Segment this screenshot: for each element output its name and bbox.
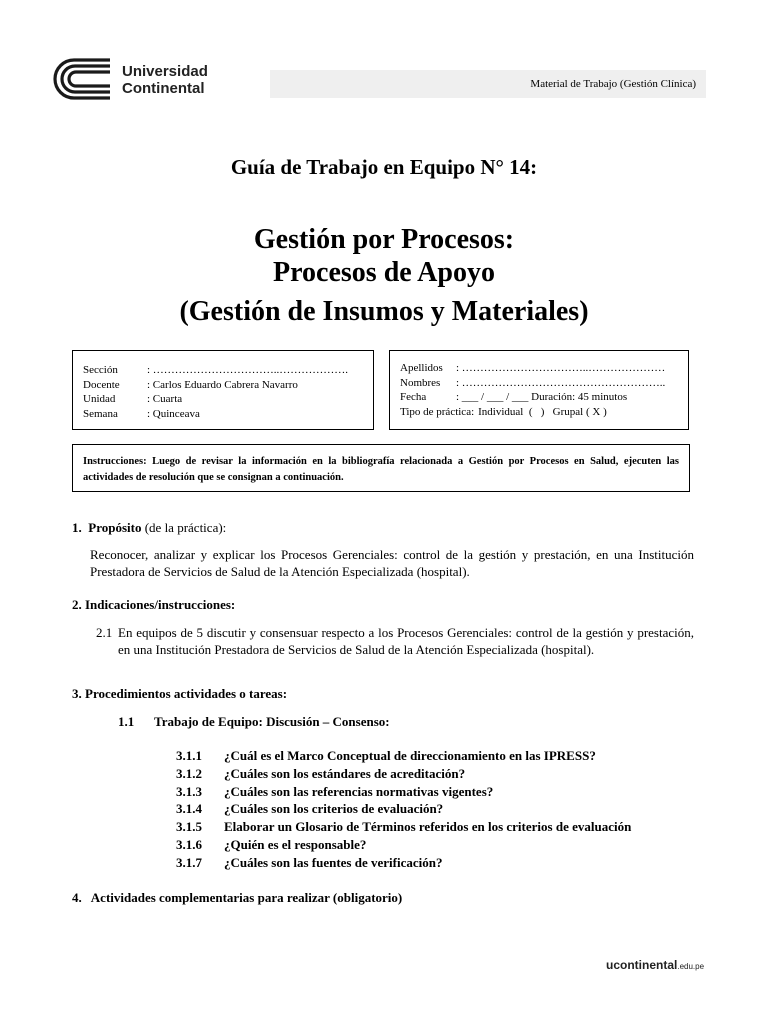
- info-key: Tipo de práctica:: [400, 405, 475, 418]
- info-row: [83, 407, 363, 422]
- info-row: [400, 376, 678, 391]
- section1-title: Propósito: [88, 520, 142, 535]
- info-key: Nombres: [400, 376, 441, 389]
- info-key: Apellidos: [400, 362, 443, 374]
- subtitle-line: (Gestión de Insumos y Materiales): [179, 296, 589, 327]
- info-row: [400, 361, 678, 376]
- question-item: [176, 837, 366, 853]
- course-info-box: [72, 350, 374, 430]
- subheading-number: 1.1: [118, 714, 135, 729]
- subtitle-line: Gestión por Procesos:: [253, 224, 515, 255]
- question-text: ¿Cuáles son los criterios de evaluación?: [224, 801, 444, 816]
- section3-heading: 3. Procedimientos actividades o tareas:: [72, 686, 288, 701]
- student-info-box: [389, 350, 689, 430]
- info-key: Fecha: [400, 391, 427, 403]
- question-number: 3.1.5: [176, 819, 202, 834]
- question-text: ¿Cuál es el Marco Conceptual de direccionamiento en las IPRESS?: [224, 748, 596, 763]
- section1-heading: [72, 520, 226, 536]
- question-item: [176, 801, 443, 817]
- guide-subtitle: [0, 223, 768, 328]
- footer-suffix: .edu.pe: [677, 962, 705, 971]
- instructions-text: : Luego de revisar la información en la bibliografía relacionada a Gestión por Procesos en Salud, ejecuten las actividades de resolución que se consignan a continuación.: [83, 456, 679, 483]
- subheading-text: Trabajo de Equipo: Discusión – Consenso:: [154, 714, 390, 729]
- question-text: Elaborar un Glosario de Términos referidos en los criterios de evaluación: [224, 819, 632, 834]
- section1-text: Reconocer, analizar y explicar los Procesos Gerenciales: control de la gestión y prestación, en una Institución Prestadora de Servicios de Salud de la Atención Especializada (hospital).: [90, 547, 694, 579]
- info-value: : Carlos Eduardo Cabrera Navarro: [147, 378, 298, 391]
- university-logo: [50, 56, 230, 102]
- material-label: Material de Trabajo (Gestión Clínica): [530, 78, 696, 90]
- info-value: : Cuarta: [147, 393, 183, 405]
- subtitle-line: Procesos de Apoyo: [273, 257, 495, 288]
- section2-item: [96, 624, 694, 658]
- info-value: : ……………………………..……………….: [147, 364, 349, 376]
- question-item: [176, 784, 493, 800]
- info-value: : ………………………………………………..: [456, 376, 666, 389]
- question-text: ¿Cuáles son las fuentes de verificación?: [224, 855, 443, 870]
- question-text: ¿Cuáles son los estándares de acreditación?: [224, 766, 466, 781]
- info-value: Individual ( ) Grupal ( X ): [478, 405, 607, 418]
- question-item: [176, 819, 631, 835]
- question-text: ¿Quién es el responsable?: [224, 837, 367, 852]
- instructions-box: [72, 444, 690, 492]
- info-row: [400, 405, 678, 420]
- question-item: [176, 766, 465, 782]
- header-banner: [270, 70, 706, 98]
- logo-text-line1: Universidad: [122, 63, 208, 80]
- info-key: Semana: [83, 407, 118, 420]
- guide-title: Guía de Trabajo en Equipo N° 14:: [230, 155, 538, 179]
- question-text: ¿Cuáles son las referencias normativas vigentes?: [224, 784, 494, 799]
- section3-subheading: [118, 714, 390, 730]
- section2-heading: 2. Indicaciones/instrucciones:: [72, 597, 236, 612]
- question-number: 3.1.2: [176, 766, 202, 781]
- logo-text-line2: Continental: [122, 80, 205, 97]
- info-row: [83, 378, 363, 393]
- question-number: 3.1.3: [176, 784, 202, 799]
- question-item: [176, 748, 596, 764]
- info-row: [400, 390, 678, 405]
- info-key: Sección: [83, 364, 118, 376]
- info-value: : ……………………………..…………………: [456, 362, 666, 374]
- question-number: 3.1.7: [176, 855, 202, 870]
- instructions-label: Instrucciones: [83, 456, 144, 467]
- info-row: [83, 392, 363, 407]
- footer-main: ucontinental: [606, 958, 678, 972]
- info-key: Docente: [83, 378, 120, 391]
- section2-item-text: En equipos de 5 discutir y consensuar respecto a los Procesos Gerenciales: control de la gestión y prestación, en una Institución Prestadora de Servicios de Salud de la Atención Especializada (hospital).: [118, 625, 694, 657]
- question-number: 3.1.1: [176, 748, 202, 763]
- section4-heading: 4. Actividades complementarias para realizar (obligatorio): [72, 890, 403, 905]
- section1-number: 1.: [72, 520, 82, 535]
- question-number: 3.1.6: [176, 837, 202, 852]
- question-item: [176, 855, 442, 871]
- question-number: 3.1.4: [176, 801, 202, 816]
- footer-website: [606, 958, 704, 972]
- info-key: Unidad: [83, 393, 116, 405]
- continental-logo-icon: [50, 56, 114, 102]
- info-value: : ___ / ___ / ___ Duración: 45 minutos: [456, 391, 628, 403]
- info-value: : Quinceava: [147, 407, 200, 420]
- info-row: [83, 363, 363, 378]
- section1-title-rest: (de la práctica):: [141, 520, 227, 535]
- section2-item-number: 2.1: [96, 625, 113, 640]
